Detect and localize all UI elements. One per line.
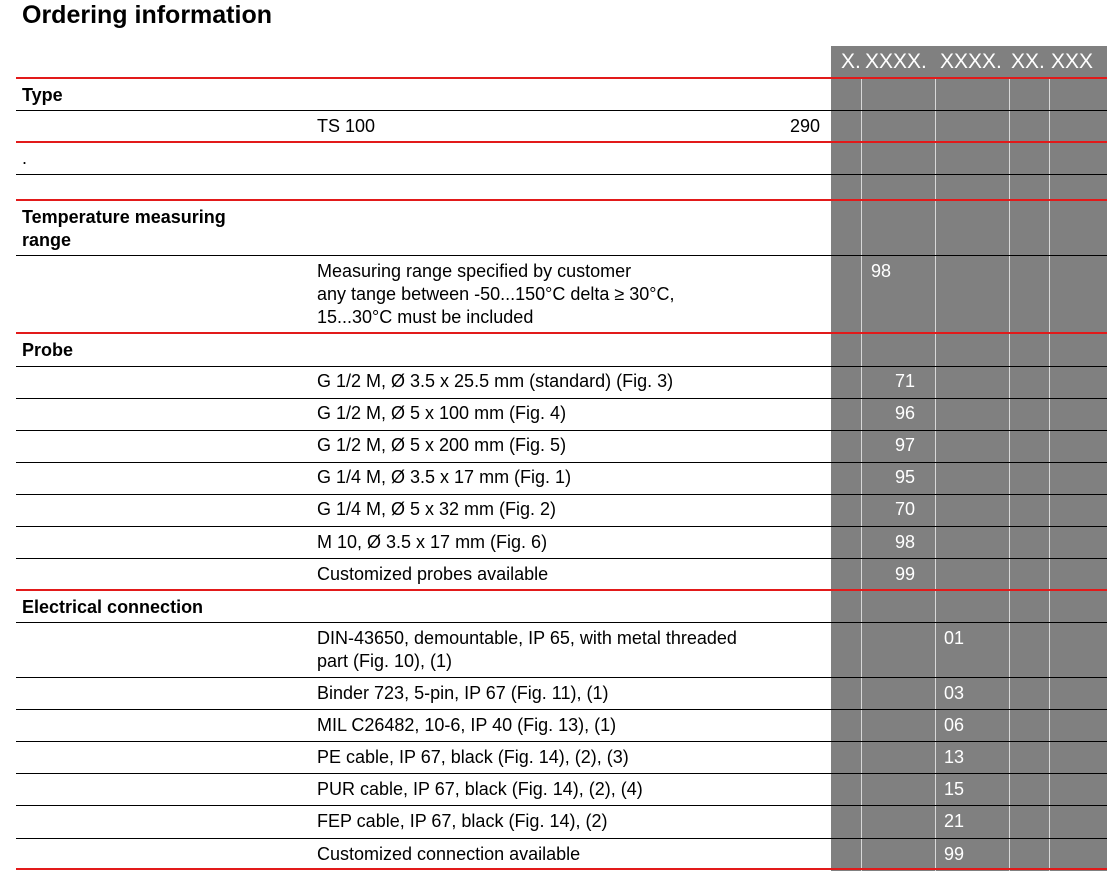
probe-description: G 1/4 M, Ø 5 x 32 mm (Fig. 2) <box>317 499 557 519</box>
probe-code: 70 <box>895 499 916 519</box>
electrical-code: 06 <box>944 715 965 735</box>
order-code-format <box>831 46 1107 78</box>
row-divider <box>16 805 1107 806</box>
row-divider <box>16 838 1107 839</box>
probe-code: 97 <box>895 435 916 455</box>
row-divider <box>16 773 1107 774</box>
row-divider <box>16 526 1107 527</box>
code-column-divider <box>1009 78 1010 871</box>
electrical-description: PE cable, IP 67, black (Fig. 14), (2), (3) <box>317 747 629 767</box>
code-column-divider <box>861 78 862 871</box>
row-divider <box>16 174 1107 175</box>
electrical-description-line: DIN-43650, demountable, IP 65, with metal threaded <box>317 628 737 648</box>
type-description: TS 100 <box>317 116 376 136</box>
temperature-description-line: any tange between -50...150°C delta ≥ 30°C, <box>317 284 675 304</box>
probe-description: G 1/2 M, Ø 3.5 x 25.5 mm (standard) (Fig. 3) <box>317 371 674 391</box>
electrical-description: MIL C26482, 10-6, IP 40 (Fig. 13), (1) <box>317 715 617 735</box>
electrical-description-line: part (Fig. 10), (1) <box>317 651 453 671</box>
section-divider <box>16 199 1107 201</box>
section-label-temperature-cont: range <box>22 230 72 250</box>
electrical-description: FEP cable, IP 67, black (Fig. 14), (2) <box>317 811 608 831</box>
section-label-temperature: Temperature measuring <box>22 207 226 227</box>
row-divider <box>16 366 1107 367</box>
code-column-divider <box>935 78 936 871</box>
section-label-electrical: Electrical connection <box>22 597 204 617</box>
row-divider <box>16 494 1107 495</box>
electrical-code: 21 <box>944 811 965 831</box>
probe-code: 71 <box>895 371 916 391</box>
section-divider <box>16 332 1107 334</box>
page-title: Ordering information <box>22 1 272 29</box>
electrical-code: 01 <box>944 628 965 648</box>
row-divider <box>16 677 1107 678</box>
probe-code: 95 <box>895 467 916 487</box>
code-column-divider <box>1049 78 1050 871</box>
row-divider <box>16 255 1107 256</box>
row-divider <box>16 622 1107 623</box>
code-segment: X. <box>841 50 861 73</box>
temperature-code: 98 <box>871 261 892 281</box>
row-divider <box>16 398 1107 399</box>
section-label-type: Type <box>22 85 63 105</box>
row-divider <box>16 741 1107 742</box>
row-divider <box>16 110 1107 111</box>
code-segment: XXXX. <box>865 50 927 73</box>
electrical-code: 15 <box>944 779 965 799</box>
electrical-description: Binder 723, 5-pin, IP 67 (Fig. 11), (1) <box>317 683 609 703</box>
probe-code: 96 <box>895 403 916 423</box>
order-code-column <box>831 46 1107 871</box>
probe-description: G 1/2 M, Ø 5 x 200 mm (Fig. 5) <box>317 435 567 455</box>
section-divider <box>16 77 1107 79</box>
electrical-code: 99 <box>944 844 965 864</box>
probe-description: Customized probes available <box>317 564 549 584</box>
probe-description: G 1/4 M, Ø 3.5 x 17 mm (Fig. 1) <box>317 467 572 487</box>
row-divider <box>16 558 1107 559</box>
row-divider <box>16 709 1107 710</box>
electrical-code: 03 <box>944 683 965 703</box>
electrical-code: 13 <box>944 747 965 767</box>
section-divider <box>16 868 1107 870</box>
row-divider <box>16 462 1107 463</box>
row-divider <box>16 430 1107 431</box>
code-segment: XXX <box>1051 50 1094 73</box>
section-divider <box>16 141 1107 143</box>
section-label-probe: Probe <box>22 340 74 360</box>
electrical-description: Customized connection available <box>317 844 581 864</box>
probe-code: 98 <box>895 532 916 552</box>
probe-description: G 1/2 M, Ø 5 x 100 mm (Fig. 4) <box>317 403 567 423</box>
probe-description: M 10, Ø 3.5 x 17 mm (Fig. 6) <box>317 532 548 552</box>
code-segment: XXXX. <box>940 50 1002 73</box>
section-divider <box>16 589 1107 591</box>
probe-code: 99 <box>895 564 916 584</box>
code-segment: XX. <box>1011 50 1045 73</box>
type-number: 290 <box>789 116 820 136</box>
blank-row-mark: . <box>22 148 28 168</box>
temperature-description-line: Measuring range specified by customer <box>317 261 632 281</box>
temperature-description-line: 15...30°C must be included <box>317 307 534 327</box>
electrical-description: PUR cable, IP 67, black (Fig. 14), (2), (4) <box>317 779 643 799</box>
